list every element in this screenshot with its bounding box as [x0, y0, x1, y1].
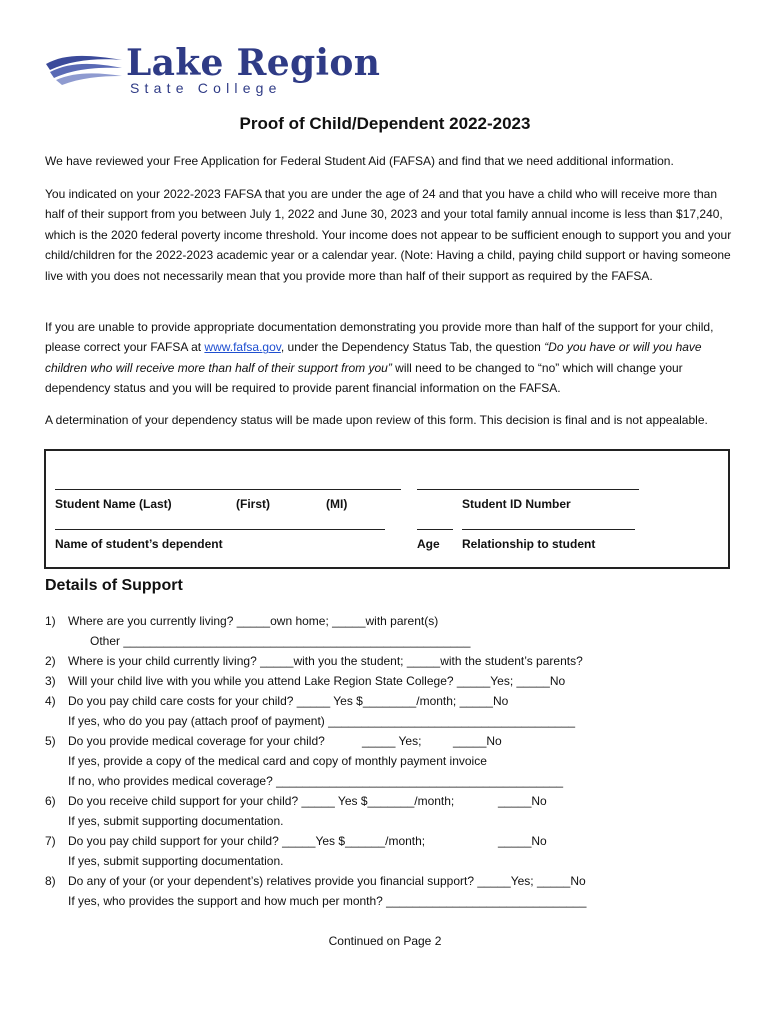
- details-heading: Details of Support: [45, 577, 183, 594]
- q1-text[interactable]: Where are you currently living? _____own home; _____with parent(s): [68, 614, 439, 628]
- relationship-line[interactable]: [462, 529, 635, 530]
- para2-text-b: , under the Dependency Status Tab, the question: [280, 340, 545, 355]
- page-title: Proof of Child/Dependent 2022-2023: [239, 114, 531, 133]
- q7-text[interactable]: Do you pay child support for your child? _____Yes $______/month;: [68, 834, 426, 848]
- fafsa-link[interactable]: www.fafsa.gov: [204, 340, 281, 355]
- logo-subtitle: State College: [130, 80, 282, 96]
- q4-text[interactable]: Do you pay child care costs for your child? _____ Yes $________/month; _____No: [68, 694, 509, 708]
- income-paragraph: You indicated on your 2022-2023 FAFSA that you are under the age of 24 and that you have a child who will receive more than half of their support from you between July 1, 2022 and June 30, 2023 and your total family annual income is less than $17,240, which is the 2020 federal poverty income threshold. Your income does not appear to be sufficient enough to support you and your child/children for the 2022-2023 academic year or a calendar year. (Note: Having a child, paying child support or having someone live with you does not necessarily mean that you provide more than half of their support as required by the FAFSA.: [45, 187, 732, 283]
- q1-other[interactable]: Other ____________________________________________________: [90, 634, 471, 648]
- fafsa-correction-paragraph: [45, 317, 735, 399]
- label-dependent-name: Name of student’s dependent: [55, 537, 223, 551]
- q5-number: 5): [45, 734, 56, 748]
- q8-followup[interactable]: If yes, who provides the support and how much per month? ______________________________: [68, 894, 587, 908]
- para2-text-c: will need to be changed to “no” which will change your dependency status and you will be required to provide parent financial information on the FAFSA.: [45, 360, 683, 396]
- q7-number: 7): [45, 834, 56, 848]
- label-student-id: Student ID Number: [462, 497, 571, 511]
- label-first-name: (First): [236, 497, 270, 511]
- para2-text-a: If you are unable to provide appropriate documentation demonstrating you provide more than half of the support for your child, please correct your FAFSA at: [45, 320, 714, 355]
- college-logo: [44, 42, 381, 100]
- q7-followup: If yes, submit supporting documentation.: [68, 854, 284, 868]
- q5-followup-no[interactable]: If no, who provides medical coverage? ___________________________________________: [68, 774, 564, 788]
- q6-text[interactable]: Do you receive child support for your child? _____ Yes $_______/month;: [68, 794, 455, 808]
- determination-paragraph: A determination of your dependency status will be made upon review of this form. This decision is final and is not appealable.: [45, 413, 708, 427]
- q5-yes[interactable]: _____ Yes;: [362, 734, 422, 748]
- q2-number: 2): [45, 654, 56, 668]
- q5-followup-yes: If yes, provide a copy of the medical card and copy of monthly payment invoice: [68, 754, 487, 768]
- label-relationship: Relationship to student: [462, 537, 596, 551]
- q1-number: 1): [45, 614, 56, 628]
- q2-text[interactable]: Where is your child currently living? _____with you the student; _____with the student’s parents?: [68, 654, 583, 668]
- label-mi: (MI): [326, 497, 348, 511]
- student-name-line[interactable]: [55, 489, 401, 490]
- q5-text: Do you provide medical coverage for your child?: [68, 734, 325, 748]
- q8-text[interactable]: Do any of your (or your dependent’s) relatives provide you financial support? _____Yes; _____No: [68, 874, 586, 888]
- q3-number: 3): [45, 674, 56, 688]
- q7-no[interactable]: _____No: [498, 834, 547, 848]
- q3-text[interactable]: Will your child live with you while you attend Lake Region State College? _____Yes; _____No: [68, 674, 566, 688]
- q5-no[interactable]: _____No: [453, 734, 502, 748]
- q4-number: 4): [45, 694, 56, 708]
- dependent-name-line[interactable]: [55, 529, 385, 530]
- logo-name: Lake Region: [126, 42, 381, 84]
- label-last-name: Student Name (Last): [55, 497, 172, 511]
- student-id-line[interactable]: [417, 489, 639, 490]
- intro-paragraph: We have reviewed your Free Application for Federal Student Aid (FAFSA) and find that we need additional information.: [45, 154, 674, 168]
- wave-logo-icon: [44, 48, 124, 88]
- para2-question: “Do you have or will you have children who will receive more than half of their support from you”: [45, 340, 702, 375]
- q4-followup[interactable]: If yes, who do you pay (attach proof of payment) _____________________________________: [68, 714, 576, 728]
- continued-footer: Continued on Page 2: [328, 934, 442, 948]
- q6-number: 6): [45, 794, 56, 808]
- q6-no[interactable]: _____No: [498, 794, 547, 808]
- student-info-box: [44, 449, 730, 569]
- label-age: Age: [417, 537, 440, 551]
- q8-number: 8): [45, 874, 56, 888]
- age-line[interactable]: [417, 529, 453, 530]
- q6-followup: If yes, submit supporting documentation.: [68, 814, 284, 828]
